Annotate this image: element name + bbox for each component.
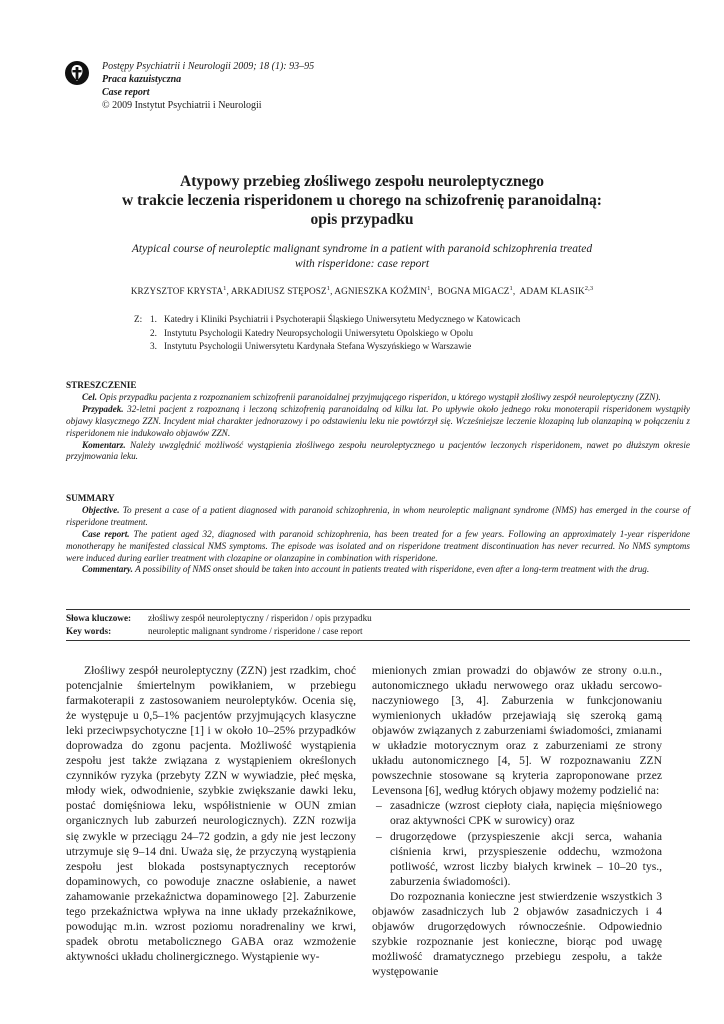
abstract-paragraph (66, 529, 690, 565)
abstract-paragraph (66, 564, 690, 576)
body-column-right (372, 663, 662, 979)
abstract-pl-heading: STRESZCZENIE (66, 380, 137, 390)
body-paragraph: mienionych zmian prowadzi do objawów ze strony o.u.n., autonomicznego układu nerwowego oraz układu sercowo-naczyniowego [3, 4]. Zaburzenia w funkcjonowaniu wymienionych układów przejawiają się szeroką gamą objawów związanych z zaburzeniami świadomości, zmianami w układzie motorycznym oraz z zaburzeniami ze strony układu autonomicznego [4, 5]. W rozpoznawaniu ZZN powszechnie stosowane są kryteria zaproponowane przez Levensona [6], według których objawy możemy podzielić na: (372, 664, 662, 798)
paragraph-label: Cel. (82, 391, 98, 402)
keywords-bottom-rule (66, 640, 690, 641)
paragraph-text: A possibility of NMS onset should be taken into account in patients treated with risperidone, even after a long-term treatment with the drug. (132, 564, 650, 575)
affiliation-text: Katedry i Kliniki Psychiatrii i Psychoterapii Śląskiego Uniwersytetu Medycznego w Katowicach (164, 314, 521, 324)
article-subtitle-en (60, 242, 664, 272)
affiliations (134, 313, 520, 354)
list-item (372, 798, 662, 828)
keywords-text: neuroleptic malignant syndrome / risperidone / case report (148, 625, 363, 636)
paragraph-text: To present a case of a patient diagnosed with paranoid schizophrenia, in whom neuroleptic malignant syndrome (NMS) has emerged in the course of risperidone treatment. (66, 504, 690, 527)
title-line: w trakcie leczenia risperidonem u chorego na schizofrenię paranoidalną: (122, 192, 602, 209)
abstract-paragraph (66, 404, 690, 440)
abstract-en (66, 493, 690, 576)
article-title (60, 172, 664, 229)
affiliation-number: 1. (150, 314, 157, 324)
article-type-en: Case report (102, 87, 150, 98)
affiliation-text: Instytutu Psychologii Uniwersytetu Kardynała Stefana Wyszyńskiego w Warszawie (164, 341, 472, 351)
abstract-paragraph (66, 440, 690, 464)
keywords-block (66, 612, 372, 637)
paragraph-label: Commentary. (82, 564, 133, 575)
author-name: KRZYSZTOF KRYSTA (130, 286, 224, 297)
abstract-pl (66, 380, 690, 463)
title-line: Atypowy przebieg złośliwego zespołu neuroleptycznego (180, 173, 544, 190)
affiliation-number: 2. (150, 327, 157, 338)
author-name: ARKADIUSZ STĘPOSZ (230, 286, 327, 297)
affiliation-number: 3. (150, 341, 157, 351)
affiliation-item (134, 340, 520, 354)
copyright: © 2009 Instytut Psychiatrii i Neurologii (102, 100, 262, 111)
author-affiliation-ref: 1 (223, 285, 227, 292)
affiliation-item (134, 327, 520, 341)
journal-citation: Postępy Psychiatrii i Neurologii 2009; 18 (1): 93–95 (102, 61, 315, 72)
paragraph-text: Opis przypadku pacjenta z rozpoznaniem schizofrenii paranoidalnej przyjmującego risperidon, u którego wystąpił złośliwy zespół neuroleptyczny (ZZN). (97, 391, 661, 402)
paragraph-label: Komentarz. (82, 439, 126, 450)
keywords-top-rule (66, 609, 690, 610)
affiliation-text: Instytutu Psychologii Katedry Neuropsychologii Uniwersytetu Opolskiego w Opolu (164, 327, 474, 338)
paragraph-label: Case report. (82, 528, 130, 539)
affiliation-item (134, 313, 520, 327)
author-affiliation-ref: 1 (509, 285, 513, 292)
keywords-label: Słowa kluczowe: (66, 613, 132, 623)
author-affiliation-ref: 1 (427, 285, 431, 292)
author-name: ADAM KLASIK (519, 286, 585, 297)
author-name: AGNIESZKA KOŹMIN (334, 286, 428, 297)
body-paragraph: Złośliwy zespół neuroleptyczny (ZZN) jest rzadkim, choć potencjalnie śmiertelnym powikłaniem, w przebiegu farmakoterapii z zastosowaniem neuroleptyków. Ocenia się, że występuje u 0,5–1% pacjentów przyjmujących klasyczne leki przeciwpsychotyczne [1] i w około 10–25% przypadków doprowadza do zgonu pacjenta. Możliwość wystąpienia zespołu jest także związana z wystąpieniem określonych czynników ryzyka (przebyty ZZN w wywiadzie, płeć męska, młody wiek, odwodnienie, szybkie zwiększanie dawki leku, postać domięśniowa leku, współistnienie w OUN zmian organicznych lub zaburzeń neurologicznych). ZZN rozwija się zwykle w przeciągu 24–72 godzin, a gdy nie jest leczony utrzymuje się 9–14 dni. Uważa się, że przyczyną wystąpienia zespołu jest blokada postsynaptycznych receptorów dopaminowych, co powoduje znaczne osłabienie, a nawet zahamowanie przekaźnictwa dopaminowego [2]. Zaburzenie tego przekaźnictwa wpływa na inne układy przekaźnikowe, powodując m.in. wzrost poziomu noradrenaliny we krwi, spadek obrotu metabolicznego GABA oraz wzmożenie aktywności układu cholinergicznego. Wystąpienie wy- (66, 664, 356, 963)
journal-header (102, 60, 314, 112)
paragraph-text: Należy uwzględnić możliwość wystąpienia złośliwego zespołu neuroleptycznego u pacjentów leczonych risperidonem, nawet po dłuższym okresie przyjmowania leku. (66, 439, 690, 462)
keywords-row-en (66, 625, 372, 638)
keywords-row-pl (66, 612, 372, 625)
body-column-left (66, 663, 356, 964)
abstract-paragraph (66, 505, 690, 529)
list-item-text: drugorzędowe (przyspieszenie akcji serca, wahania ciśnienia krwi, przyspieszenie oddechu, wzmożona potliwość, wzrost liczby białych krwinek – 10–20 tys., zaburzenia świadomości). (390, 829, 662, 888)
author-affiliation-ref: 2,3 (584, 285, 594, 292)
affiliation-prefix: Z: (134, 314, 143, 324)
author-name: BOGNA MIGACZ (437, 286, 510, 297)
paragraph-text: The patient aged 32, diagnosed with paranoid schizophrenia, has been treated for a few years. Following an approximately 1-year risperidone monotherapy he manifested classical NMS symptoms. The episode was isolated and on risperidone treatment discontinuation has never recurred. No NMS symptoms were induced during earlier treatment with clozapine or olanzapine in combination with risperidone. (66, 528, 690, 563)
title-line: opis przypadku (310, 211, 414, 228)
abstract-paragraph (66, 392, 690, 404)
body-paragraph: Do rozpoznania konieczne jest stwierdzenie wszystkich 3 objawów zasadniczych lub 2 objawów zasadniczych i 4 objawów drugorzędowych równocześnie. Odpowiednio szybkie rozpoznanie jest konieczne, biorąc pod uwagę możliwość dramatycznego przebiegu zespołu, a także występowanie (372, 889, 662, 978)
keywords-text: złośliwy zespół neuroleptyczny / risperidon / opis przypadku (148, 613, 372, 623)
article-type-pl: Praca kazuistyczna (102, 74, 182, 85)
paragraph-text: 32-letni pacjent z rozpoznaną i leczoną schizofrenią paranoidalną od kilku lat. Po upływie około jednego roku monoterapii risperidonem wystąpiły objawy klasycznego ZZN. Incydent miał charakter jednorazowy i po odstawieniu leku nie powtórzył się. Wcześniejsze leczenie klozapiną lub olanzapiną w połączeniu z risperidonem nie indukowało objawów ZZN. (66, 403, 690, 438)
list-dash: – (376, 799, 382, 813)
paragraph-label: Objective. (82, 504, 120, 515)
institute-logo (64, 60, 90, 86)
list-dash: – (376, 829, 382, 843)
list-item (372, 829, 662, 889)
criteria-list (372, 798, 662, 888)
author-list: KRZYSZTOF KRYSTA$^1$, ARKADIUSZ STĘPOSZ$^1$, AGNIESZKA KOŹMIN$^1$, BOGNA MIGACZ$^1$, ADAM KLASIK$^{2,3}$ (130, 285, 594, 297)
subtitle-line: Atypical course of neuroleptic malignant syndrome in a patient with paranoid schizophrenia treated (131, 243, 593, 255)
keywords-label: Key words: (66, 625, 112, 636)
author-affiliation-ref: 1 (326, 285, 331, 292)
subtitle-line: with risperidone: case report (294, 258, 430, 270)
paragraph-label: Przypadek. (82, 403, 124, 414)
list-item-text: zasadnicze (wzrost ciepłoty ciała, napięcia mięśniowego oraz aktywności CPK w surowicy) oraz (390, 799, 662, 828)
abstract-en-heading: SUMMARY (66, 493, 115, 503)
